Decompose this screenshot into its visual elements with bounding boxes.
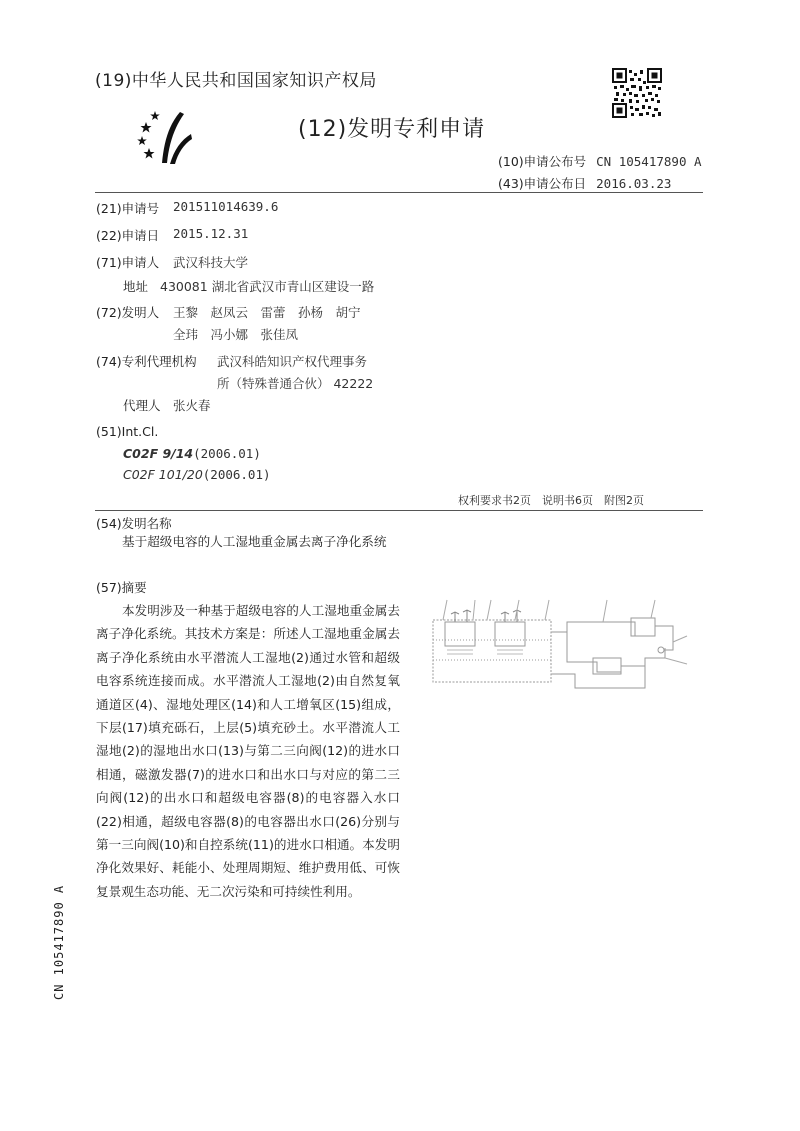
address: 430081 湖北省武汉市青山区建设一路 (160, 279, 375, 294)
invention-name: 基于超级电容的人工湿地重金属去离子净化系统 (122, 534, 387, 549)
intcl-code-1: C02F 9/14 (123, 446, 194, 461)
abstract-body (96, 599, 400, 903)
page-counts: 权利要求书2页 说明书6页 附图2页 (458, 494, 644, 507)
intcl-entry-1 (123, 446, 261, 461)
publication-date-label: (43)申请公布日 (498, 176, 587, 191)
agent: 张火春 (173, 398, 211, 413)
biblio-divider (95, 510, 703, 511)
application-date-label: (22)申请日 (96, 228, 160, 243)
cnipa-star-logo-icon (134, 108, 194, 168)
side-publication-number: CN 105417890 A (52, 884, 66, 1000)
inventors-line-2: 全玮 冯小娜 张佳凤 (173, 327, 299, 342)
intcl-code-2: C02F 101/20 (123, 467, 203, 482)
agency-label: (74)专利代理机构 (96, 354, 197, 369)
application-date: 2015.12.31 (173, 226, 249, 241)
publication-date: 2016.03.23 (596, 176, 672, 191)
application-number-label: (21)申请号 (96, 201, 160, 216)
intcl-version-1: (2006.01) (193, 446, 261, 461)
document-type-title: (12)发明专利申请 (298, 117, 486, 142)
qr-code-icon (612, 68, 662, 118)
agency-line-1: 武汉科皓知识产权代理事务 (217, 354, 368, 369)
address-label: 地址 (123, 279, 149, 294)
agency-line-2: 所（特殊普通合伙） 42222 (217, 376, 374, 391)
header-divider (95, 192, 703, 193)
abstract-figure (425, 592, 705, 702)
invention-name-label: (54)发明名称 (96, 516, 172, 531)
intcl-version-2: (2006.01) (202, 467, 271, 482)
inventors-line-1: 王黎 赵凤云 雷蕾 孙杨 胡宁 (173, 305, 361, 320)
publication-number: CN 105417890 A (596, 154, 702, 169)
abstract-label: (57)摘要 (96, 580, 147, 595)
intcl-label: (51)Int.Cl. (96, 424, 159, 439)
publication-date-row (498, 174, 671, 192)
intcl-entry-2 (123, 467, 271, 482)
inventors-label: (72)发明人 (96, 305, 160, 320)
abstract-text: 本发明涉及一种基于超级电容的人工湿地重金属去离子净化系统。其技术方案是：所述人工湿地重金属去离子净化系统由水平潜流人工湿地(2)通过水管和超级电容系统连接而成。水平潜流人工湿地(2)由自然复氧通道区(4)、湿地处理区(14)和人工增氧区(15)组成，下层(17)填充砾石，上层(5)填充砂土。水平潜流人工湿地(2)的湿地出水口(13)与第二三向阀(12)的进水口相通，磁激发器(7)的进水口和出水口与对应的第二三向阀(12)的出水口和超级电容器(8)的电容器入水口(22)相通，超级电容器(8)的电容器出水口(26)分别与第一三向阀(10)和自控系统(11)的进水口相通。本发明净化效果好、耗能小、处理周期短、维护费用低、可恢复景观生态功能、无二次污染和可持续性利用。 (96, 603, 400, 899)
applicant: 武汉科技大学 (173, 255, 249, 270)
application-number: 201511014639.6 (173, 199, 279, 214)
applicant-label: (71)申请人 (96, 255, 160, 270)
publication-number-row (498, 152, 702, 170)
publication-number-label: (10)申请公布号 (498, 154, 587, 169)
agent-label: 代理人 (123, 398, 161, 413)
office-name: (19)中华人民共和国国家知识产权局 (95, 71, 377, 91)
